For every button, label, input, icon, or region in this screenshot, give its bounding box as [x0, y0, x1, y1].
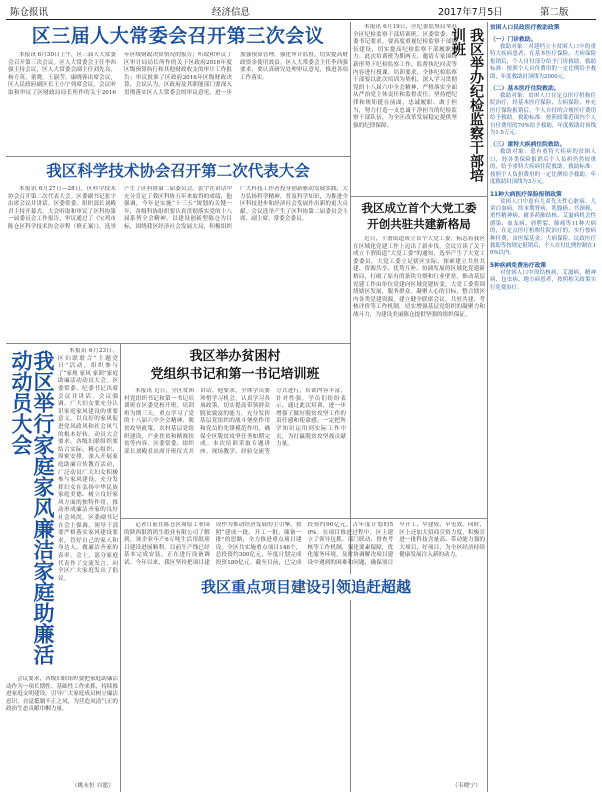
article-key-projects: [124, 522, 485, 792]
section-name: 经济信息: [212, 7, 251, 18]
article-body: 本报讯 近日，全区贫困村党组织书记和第一书记培训班在区委党校开班。培训班为期三天，重点学习了党的十八届六中全会精神、脱贫攻坚政策、农村基层党组织建设、产业扶贫和精准扶贫等内容。区委常委、组织部长刘殿君出席开班仪式并讲话。他要求，全体学员要珍惜学习机会，认真学习各项政策，切实提高带领群众脱贫致富的能力，充分发挥基层党组织的战斗堡垒作用和党员的先锋模范作用，确保全区脱贫攻坚任务如期完成。本次培训采取专题讲座、现场教学、经验交流等方式进行，培训内容丰富，针对性强。学员们纷纷表示，通过此次培训，进一步增强了做好脱贫攻坚工作的责任感和使命感，一定把所学知识运用到实际工作中去，为打赢脱贫攻坚战贡献力量。: [124, 388, 346, 455]
column-divider: [487, 22, 488, 792]
sidebar-medical-policy: [490, 24, 596, 792]
sidebar-subheading: （一）门诊救助。: [490, 37, 537, 43]
sidebar-text: 救助对象：对建档立卡贫困人口中的重特大疾病患者，在基本医疗保险、大病保险报销后，个人自付部分给予门诊救助。救助标准：按照个人自付费用的一定比例给予救助，年度救助封顶线为2000元。: [490, 44, 596, 80]
sidebar-subheading: 11种大病医疗保险报销政策: [490, 191, 562, 198]
section-divider: [120, 518, 487, 519]
article-discipline-training: [353, 24, 485, 194]
section-divider: [6, 156, 350, 157]
article-headline-line2: 党组织书记和第一书记培训班: [150, 367, 320, 382]
article-body: 本报讯 6月30日上午，区三届人大常委会召开第三次会议。区人大常委会主任李西强主持会议，区人大常委会副主任刘先良、杨方英、董晓、王淑莹、康晓蓉出席会议，区人民政府副区长王小宁列席会议。会议听取和审议了区财政局局长所作的关于2016年区级财政决算情况的报告；听取和审议了区审计局局长所作的关于区政府2016年度区级预算执行和其他财政收支的审计工作报告；审议批准了区政府2016年区级财政决算，会议认为，区政府及其职能部门要深入贯彻落实区人大常委会的审议意见，进一步加强预算管理，强化审计监督，切实提高财政资金使用效益。区人大常委会主任李西强要求，要认真研究处理审议意见，推进各项工作落实。: [8, 52, 348, 96]
article-body: 本报讯 6月23日，区妇联联合“主题党日”活动，组织参与了“家规 家风 家训”家庭助廉活动动员大会。区委常委、纪委书记出席会议并讲话。会议强调，广大妇女要充分认识家庭家风建设的重要意义，以良好的家风促进党风政风和社会风气的根本好转。动员大会要求，各级妇联组织要结合实际，精心组织、周密安排，深入开展家庭助廉宣传教育活动，广泛动员广大妇女积极参与家风建设，充分发挥妇女在弘扬中华民族家庭美德、树立良好家风方面的独特作用，推动形成廉洁齐家的良好社会风尚。区委副书记在会上强调，领导干部要严格落实家风建设要求，管好自己的家人和身边人，做廉洁齐家的表率。会上，部分家庭代表作了交流发言，向全区广大家庭发出了倡议。: [58, 348, 118, 582]
article-body: 近日，千渭街道成立首个大党工委，标志着我区在区域化党建工作上迈出了新步伐。会议宣读了关于成立千渭街道“大党工委”的通知，选举产生了大党工委委员。大党工委立足辖区实际，探索建立共驻共建、资源共享、优势互补、协调发展的区域化党建新格局，打破了原有的条块分割和行业壁垒，推动基层党建工作由单位党建向区域党建转变。大党工委将围绕辖区发展、服务群众、凝聚人心的目标，整合辖区内各类党建资源，建立健全联席会议、共驻共建、考核评价等工作机制，切实增强基层党组织的凝聚力和战斗力，为建设美丽陈仓提供坚强的组织保证。: [353, 236, 485, 318]
article-body: 本报讯 6月19日，区纪委监察局举办全区纪检监察干部培训班。区委常委、纪委书记要求，要高度重视纪检监察干部队伍建设，切实提高纪检监察干部履职能力。此次培训班为期两天，邀请专家围绕新形势下纪检监察工作、监督执纪问责等内容进行授课。培训要求，全体纪检监察干部要以此次培训为契机，深入学习贯彻党的十八届六中全会精神，严格落实全面从严治党主体责任和监督责任，坚持把纪律和规矩挺在前面，忠诚履职、敢于担当，努力打造一支忠诚干净担当的纪检监察干部队伍，为全区改革发展稳定提供坚强的纪律保障。: [353, 24, 457, 129]
article-headline: 我区举行家庭家风廉洁家庭助廉活动动员大会: [9, 350, 55, 665]
paper-name: 陈仓报讯: [10, 7, 49, 18]
article-body-continued: 会议要求，各级妇联组织要把家庭助廉活动作为一项长期性、基础性工作来抓，持续推进家庭文明建设，引导广大家庭成员树立廉洁意识，自觉抵制不正之风，为营造风清气正的政治生态贡献巾帼力量。: [6, 676, 118, 713]
section-divider: [6, 343, 350, 344]
sidebar-subheading: （二）基本医疗住院救助。: [490, 86, 560, 93]
column-divider: [120, 344, 121, 792]
sidebar-subheading: （三）重特大疾病住院救助。: [490, 142, 566, 149]
article-poverty-training: [124, 348, 346, 516]
article-headline: 我区举办纪检监察干部培训班: [450, 28, 484, 182]
article-headline-box: [194, 574, 418, 600]
issue-date: 2017年7月5日: [438, 7, 503, 18]
sidebar-title: 贫困人口民政医疗救助政策: [490, 25, 560, 31]
article-headline: 我区重点项目建设引领追赶超越: [200, 578, 411, 596]
sidebar-text: 对贫困人口中的结核病、艾滋病、精神病、包虫病、地方病患者，按照相关政策实行免费治疗。: [490, 269, 596, 291]
article-headline-line2: 开创共驻共建新格局: [367, 217, 471, 231]
article-headline-line1: 我区成立首个大党工委: [361, 201, 477, 215]
page-number: 第二版: [540, 7, 569, 18]
sidebar-subheading: 5种疾病免费治疗政策: [490, 262, 547, 269]
masthead: [6, 4, 596, 18]
sidebar-text: 贫困人口中患有儿童先天性心脏病、儿童白血病、终末期肾病、乳腺癌、宫颈癌、重性精神病、耐多药肺结核、艾滋病机会性感染、血友病、唇腭裂、肺癌等11种大病的，在定点医疗机构住院治疗的，实行按病种付费，由医保基金、大病保险、民政医疗救助等按规定报销后，个人自付比例控制在10%以内。: [490, 198, 596, 257]
article-headline: 区三届人大常委会召开第三次会议: [31, 25, 325, 47]
article-body: 记者日前在陈仓区周原工业园的陕西银鸽鸿生纸业有限公司了解到，该企业年产6万吨生活用纸项目建设进展顺利，目前生产线已经基本完成安装，正在进行设备调试。今年以来，我区坚持把项目建设作为推动经济发展的主引擎，按照“建成一批、开工一批、储备一批”的思路，全力推进重点项目建设。全区共实施重点项目146个，总投资约300亿元，年度计划完成投资180亿元。截至目前，已完成投资约90亿元，占年度计划的50%。在项目推进过程中，区上建立了领导包抓、部门联动、督查考核等工作机制，强化要素保障，优化服务环境，及时协调解决项目建设中遇到的困难和问题，确保项目早开工、早建成、早见效。同时，区上还加大招商引资力度，积极引进一批科技含量高、带动能力强的大项目、好项目，为全区经济持续健康发展注入新的动力。: [124, 522, 485, 566]
article-headline: 我区科学技术协会召开第二次代表大会: [46, 162, 310, 180]
article-family-integrity: [6, 346, 118, 792]
article-body: 本报讯 6月27日—28日，区科学技术协会召开第二次代表大会。区委副书记张宇出席会议并讲话。区委常委、组织部长刘殿君主持开幕式。大会听取和审议了区科协第一届委员会工作报告，审议通过了《宝鸡市陈仓区科学技术协会章程（修正案）》，选举产生了区科协第二届委员会。张宇在讲话中充分肯定了我区科协五年来取得的成绩，他强调，今年是实施“十三五”规划的关键一年，各级科协组织要认真贯彻落实党的十八届系列全会精神，以建设创新型陈仓为目标，围绕我区经济社会发展大局，积极组织广大科技工作者投身创新驱动发展实践，大力弘扬科学精神，普及科学知识，为推进全区科技进步和经济社会发展作出新的更大贡献。会议选举产生了区科协第二届委员会主席、副主席、常委会委员。: [8, 186, 348, 230]
article-science-association: [8, 160, 348, 340]
article-npc-meeting: [8, 24, 348, 154]
section-divider: [350, 196, 487, 197]
article-author: （姚永恒 自愿）: [71, 783, 114, 789]
masthead-rule: [6, 19, 596, 20]
article-headline-line1: 我区举办贫困村: [189, 349, 281, 364]
sidebar-text: 救助对象：贫困人口在定点医疗机构住院治疗，经基本医疗保险、大病保险、补充医疗保险报销后，个人自付的合规医疗费用给予救助。救助标准：按照政策范围内个人自付费用的70%给予救助，年度救助封顶线为1.5万元。: [490, 93, 596, 137]
sidebar-text: 救助对象：患有重特大疾病的贫困人口，经各类保险报销后个人负担仍然较重的，给予重特大疾病住院救助。救助标准：按照个人负担费用的一定比例给予救助，年度救助封顶线为3万元。: [490, 149, 596, 186]
article-author: （韦晓宁）: [452, 783, 481, 789]
article-party-working-committee: [353, 200, 485, 516]
